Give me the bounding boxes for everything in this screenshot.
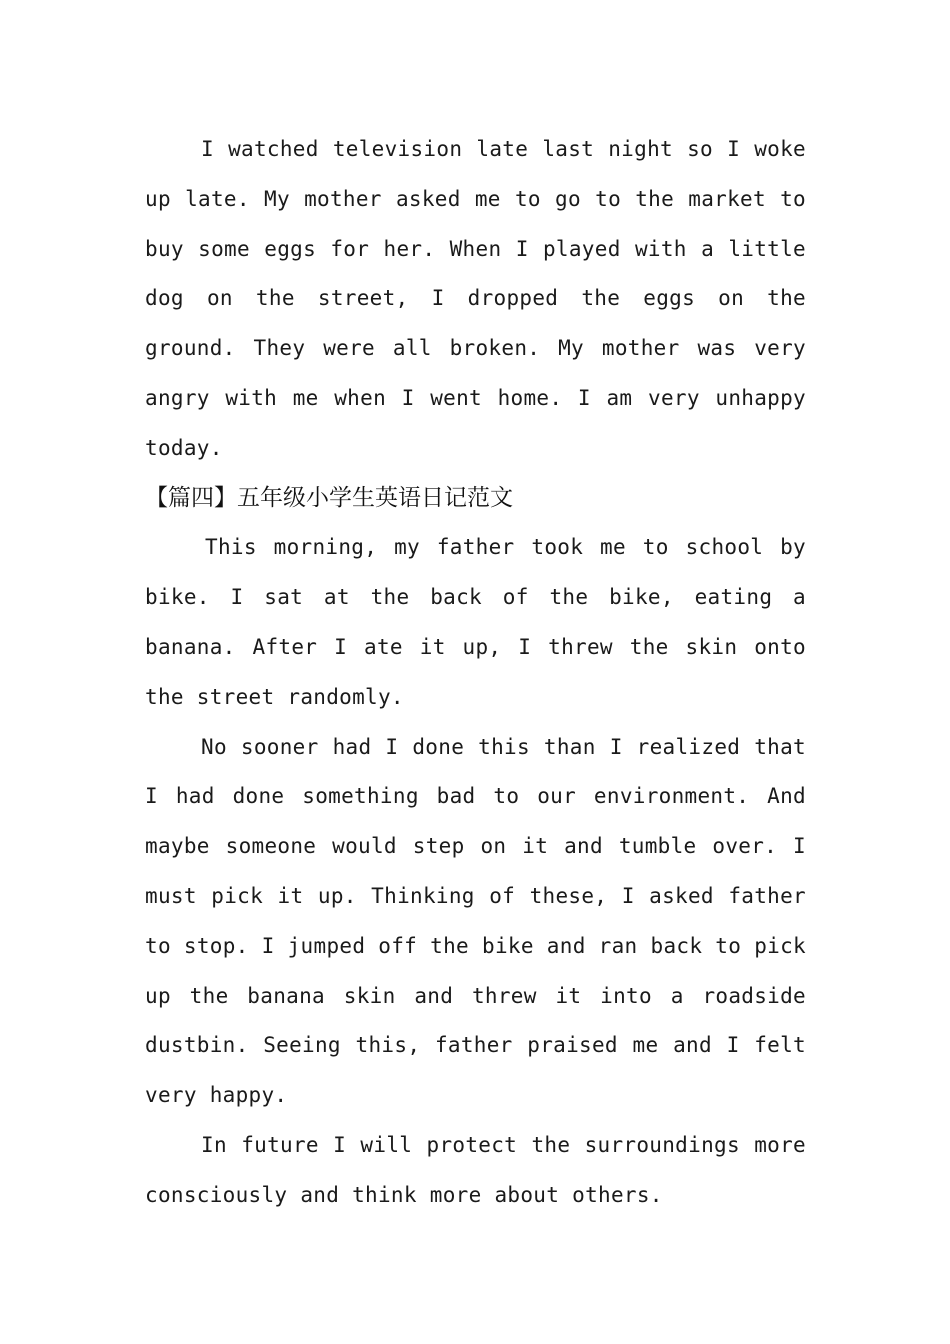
paragraph-banana-morning: This morning, my father took me to school by bike. I sat at the back of the bike, eating a banana. After I ate it up, I threw the skin onto the street randomly. (145, 535, 806, 709)
paragraph-diary-eggs: I watched television late last night so I woke up late. My mother asked me to go to the market to buy some eggs for her. When I played with a little dog on the street, I dropped the eggs on the ground. They were all broken. My mother was very angry with me when I went home. I am very unhappy today. (145, 137, 806, 460)
paragraph-future-promise: In future I will protect the surroundings more consciously and think more about others. (145, 1132, 806, 1207)
section-heading: 【篇四】五年级小学生英语日记范文 (145, 484, 513, 511)
paragraph-banana-realization: No sooner had I done this than I realized that I had done something bad to our environment. And maybe someone would step on it and tumble over. I must pick it up. Thinking of these, I asked father to stop. I jumped off the bike and ran back to pick up the banana skin and threw it into a roadside dustbin. Seeing this, father praised me and I felt very happy. (145, 734, 806, 1108)
document-page (145, 125, 806, 1221)
